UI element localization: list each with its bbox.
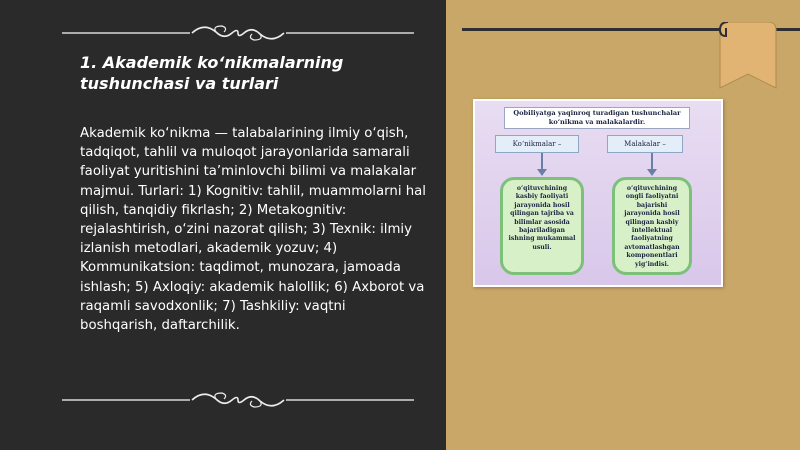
slide-title-line1: 1. Akademik ko‘nikmalarning bbox=[80, 53, 344, 72]
abilities-definition: o‘qituvchining ongli faoliyatni bajarishi jarayonida hosil qilingan kasbiy intellektual faoliyatning avtomatlashgan komponentlari yig‘indisi. bbox=[612, 177, 692, 275]
bookmark-ribbon-icon bbox=[718, 22, 788, 92]
arrow-down-icon bbox=[535, 153, 549, 177]
arrow-down-icon bbox=[645, 153, 659, 177]
concept-diagram-image bbox=[473, 99, 723, 287]
slide-title bbox=[80, 52, 420, 94]
slide-body-text: Akademik ko‘nikma — talabalarining ilmiy o‘qish, tadqiqot, tahlil va muloqot jarayonlarida samarali faoliyat yuritishini ta’minlovchi bilimi va malakalar majmui. Turlari: 1) Kognitiv: tahlil, muammolarni hal qilish, tanqidiy fikrlash; 2) Metakognitiv: rejalashtirish, o‘zini nazorat qilish; 3) Texnik: ilmiy izlanish metodlari, akademik yozuv; 4) Kommunikatsion: taqdimot, munozara, jamoada ishlash; 5) Axloqiy: akademik halollik; 6) Axborot va raqamli savodxonlik; 7) Tashkiliy: vaqtni boshqarish, daftarchilik. bbox=[80, 126, 427, 334]
diagram-header: Qobiliyatga yaqinroq turadigan tushunchalar ko‘nikma va malakalardir. bbox=[504, 107, 690, 129]
diagram-background bbox=[475, 101, 721, 285]
flourish-divider-icon bbox=[62, 389, 414, 411]
skills-definition: o‘qituvchining kasbiy faoliyati jarayonida hosil qilingan tajriba va bilimlar asosida bajariladigan ishning mukammal usuli. bbox=[500, 177, 584, 275]
slide-title-line2: tushunchasi va turlari bbox=[80, 74, 279, 93]
abilities-label: Malakalar – bbox=[607, 135, 683, 153]
skills-label: Ko‘nikmalar – bbox=[495, 135, 579, 153]
flourish-divider-icon bbox=[62, 22, 414, 44]
